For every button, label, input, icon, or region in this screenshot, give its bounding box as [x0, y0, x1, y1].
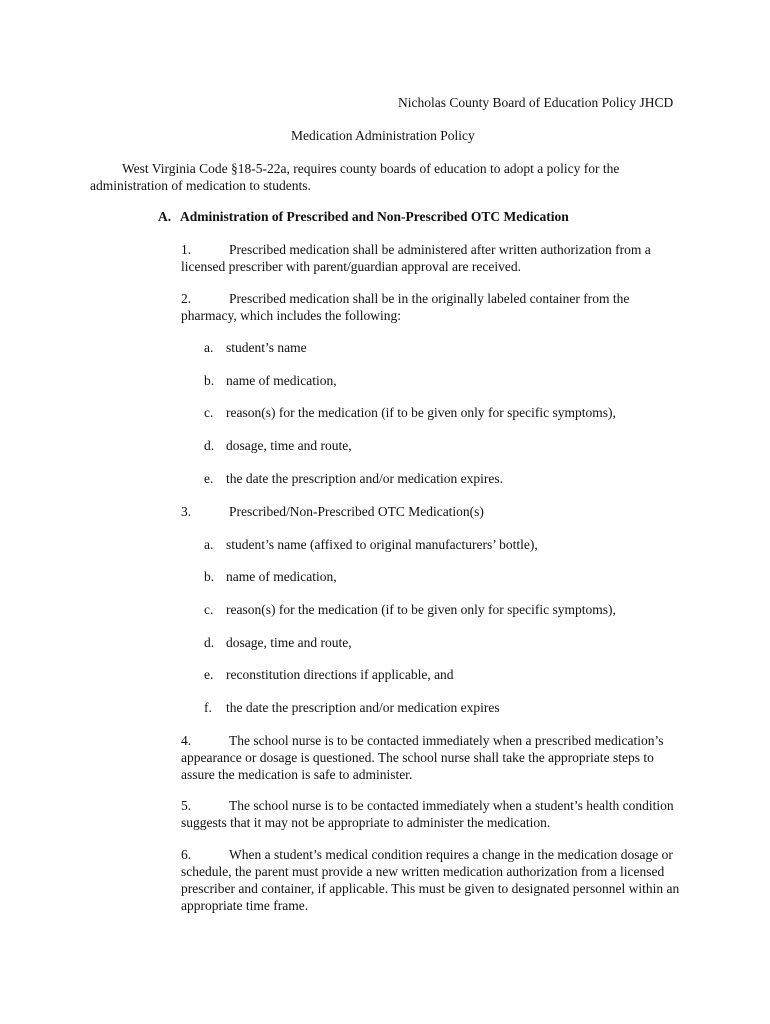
item-text: Prescribed medication shall be administered after written authorization from a licensed prescriber with parent/guardian approval are received. — [181, 242, 651, 274]
item-text: The school nurse is to be contacted immediately when a prescribed medication’s appearance or dosage is questioned. The school nurse shall take the appropriate steps to assure the medication is safe to administer. — [181, 733, 664, 782]
sub-item-3e — [204, 666, 454, 683]
policy-reference: Nicholas County Board of Education Policy JHCD — [398, 95, 674, 110]
sub-item-text: dosage, time and route, — [226, 438, 352, 453]
sub-item-text: dosage, time and route, — [226, 635, 352, 650]
sub-item-letter: e. — [204, 667, 214, 682]
item-text: Prescribed medication shall be in the originally labeled container from the pharmacy, which includes the following: — [181, 291, 630, 323]
sub-item-2d — [204, 437, 352, 454]
list-item-4 — [181, 732, 681, 783]
item-text: The school nurse is to be contacted immediately when a student’s health condition suggests that it may not be appropriate to administer the medication. — [181, 798, 674, 830]
sub-item-letter: a. — [204, 537, 214, 552]
sub-item-3d — [204, 634, 352, 651]
item-number: 2. — [181, 291, 192, 306]
sub-item-text: reason(s) for the medication (if to be given only for specific symptoms), — [226, 405, 616, 420]
sub-item-text: the date the prescription and/or medication expires — [226, 700, 500, 715]
sub-item-text: name of medication, — [226, 569, 337, 584]
list-item-2 — [181, 290, 681, 324]
sub-item-2b — [204, 372, 337, 389]
sub-item-letter: f. — [204, 700, 212, 715]
sub-item-letter: b. — [204, 569, 215, 584]
sub-item-letter: d. — [204, 635, 215, 650]
item-number: 4. — [181, 733, 192, 748]
page-title: Medication Administration Policy — [291, 128, 475, 143]
section-a-letter: A. — [158, 209, 172, 224]
list-item-1 — [181, 241, 681, 275]
item-text: When a student’s medical condition requires a change in the medication dosage or schedule, the parent must provide a new written medication authorization from a licensed prescriber and container, if applicable. This must be given to designated personnel within an appropriate time frame. — [181, 847, 680, 913]
sub-item-3c — [204, 601, 616, 618]
sub-item-text: name of medication, — [226, 373, 337, 388]
intro-paragraph: West Virginia Code §18-5-22a, requires county boards of education to adopt a policy for the administration of medication to students. — [90, 161, 620, 193]
sub-item-letter: a. — [204, 340, 214, 355]
sub-item-3f — [204, 699, 500, 716]
sub-item-letter: b. — [204, 373, 215, 388]
section-a-heading — [158, 208, 569, 225]
item-number: 5. — [181, 798, 192, 813]
sub-item-text: student’s name — [226, 340, 307, 355]
sub-item-text: reconstitution directions if applicable, and — [226, 667, 454, 682]
section-a-title: Administration of Prescribed and Non-Prescribed OTC Medication — [180, 209, 569, 224]
sub-item-3b — [204, 568, 337, 585]
sub-item-letter: c. — [204, 602, 214, 617]
sub-item-2e — [204, 470, 503, 487]
sub-item-text: student’s name (affixed to original manufacturers’ bottle), — [226, 537, 538, 552]
sub-item-letter: c. — [204, 405, 214, 420]
sub-item-text: reason(s) for the medication (if to be given only for specific symptoms), — [226, 602, 616, 617]
sub-item-2a — [204, 339, 307, 356]
list-item-6 — [181, 846, 681, 914]
item-text: Prescribed/Non-Prescribed OTC Medication(s) — [229, 504, 484, 519]
item-number: 3. — [181, 504, 192, 519]
list-item-5 — [181, 797, 681, 831]
sub-item-2c — [204, 404, 616, 421]
item-number: 1. — [181, 242, 192, 257]
item-number: 6. — [181, 847, 192, 862]
sub-item-letter: d. — [204, 438, 215, 453]
sub-item-letter: e. — [204, 471, 214, 486]
sub-item-text: the date the prescription and/or medication expires. — [226, 471, 504, 486]
list-item-3 — [181, 503, 681, 520]
sub-item-3a — [204, 536, 538, 553]
